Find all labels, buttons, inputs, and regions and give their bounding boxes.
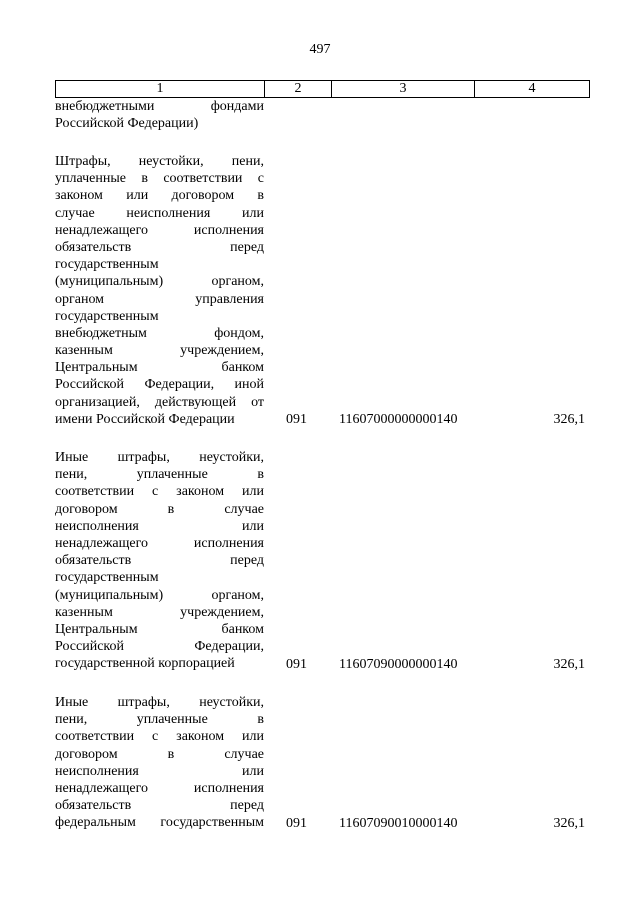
- text-line: органом управления: [55, 291, 264, 307]
- text-line: ненадлежащего исполнения: [55, 222, 264, 238]
- page-number: 497: [309, 42, 331, 57]
- text-line: обязательств перед: [55, 798, 264, 814]
- admin-code: 091: [286, 657, 307, 672]
- header-col-2: 2: [265, 81, 332, 98]
- text-line: уплаченные в соответствии с: [55, 171, 264, 187]
- header-col-4: 4: [475, 81, 590, 98]
- text-line: договором в случае: [55, 501, 264, 517]
- row-description: [55, 153, 264, 428]
- admin-code: 091: [286, 816, 307, 831]
- row-description: [55, 694, 264, 832]
- text-line: государственным: [55, 308, 159, 324]
- text-line: Иные штрафы, неустойки,: [55, 695, 264, 710]
- header-col-1: 1: [56, 81, 265, 98]
- text-line: соответствии с законом или: [55, 484, 264, 500]
- text-line: договором в случае: [55, 746, 264, 762]
- kbk-code: 11607000000000140: [339, 412, 458, 427]
- text-line: внебюджетными фондами: [55, 99, 264, 114]
- text-line: Российской Федерации, иной: [55, 377, 264, 393]
- text-line: ненадлежащего исполнения: [55, 780, 264, 796]
- text-line: ненадлежащего исполнения: [55, 535, 264, 551]
- kbk-code: 11607090010000140: [339, 816, 458, 831]
- text-line: Иные штрафы, неустойки,: [55, 450, 264, 465]
- text-line: соответствии с законом или: [55, 729, 264, 745]
- row-description: [55, 449, 264, 672]
- text-line: государственным: [55, 257, 159, 273]
- text-line: Штрафы, неустойки, пени,: [55, 154, 264, 169]
- text-line: казенным учреждением,: [55, 343, 264, 359]
- amount: 326,1: [553, 657, 585, 672]
- continuation-text: [55, 98, 264, 132]
- text-line: внебюджетным фондом,: [55, 325, 264, 341]
- text-line: обязательств перед: [55, 553, 264, 569]
- admin-code: 091: [286, 412, 307, 427]
- text-line: неисполнения или: [55, 763, 264, 779]
- header-col-3: 3: [332, 81, 475, 98]
- text-line: государственной корпорацией: [55, 656, 235, 672]
- text-line: пени, уплаченные в: [55, 467, 264, 483]
- table-header: [55, 80, 590, 98]
- text-line: неисполнения или: [55, 518, 264, 534]
- text-line: организацией, действующей от: [55, 394, 264, 410]
- text-line: государственным: [55, 570, 159, 586]
- kbk-code: 11607090000000140: [339, 657, 458, 672]
- amount: 326,1: [553, 816, 585, 831]
- text-line: Центральным банком: [55, 360, 264, 376]
- text-line: пени, уплаченные в: [55, 712, 264, 728]
- text-line: казенным учреждением,: [55, 604, 264, 620]
- text-line: случае неисполнения или: [55, 205, 264, 221]
- text-line: федеральным государственным: [55, 815, 264, 831]
- text-line: Российской Федерации,: [55, 639, 264, 655]
- text-line: Центральным банком: [55, 621, 264, 637]
- text-line: (муниципальным) органом,: [55, 274, 264, 290]
- text-line: Российской Федерации): [55, 116, 199, 132]
- text-line: законом или договором в: [55, 188, 264, 204]
- text-line: обязательств перед: [55, 239, 264, 255]
- amount: 326,1: [553, 412, 585, 427]
- text-line: имени Российской Федерации: [55, 411, 235, 427]
- text-line: (муниципальным) органом,: [55, 587, 264, 603]
